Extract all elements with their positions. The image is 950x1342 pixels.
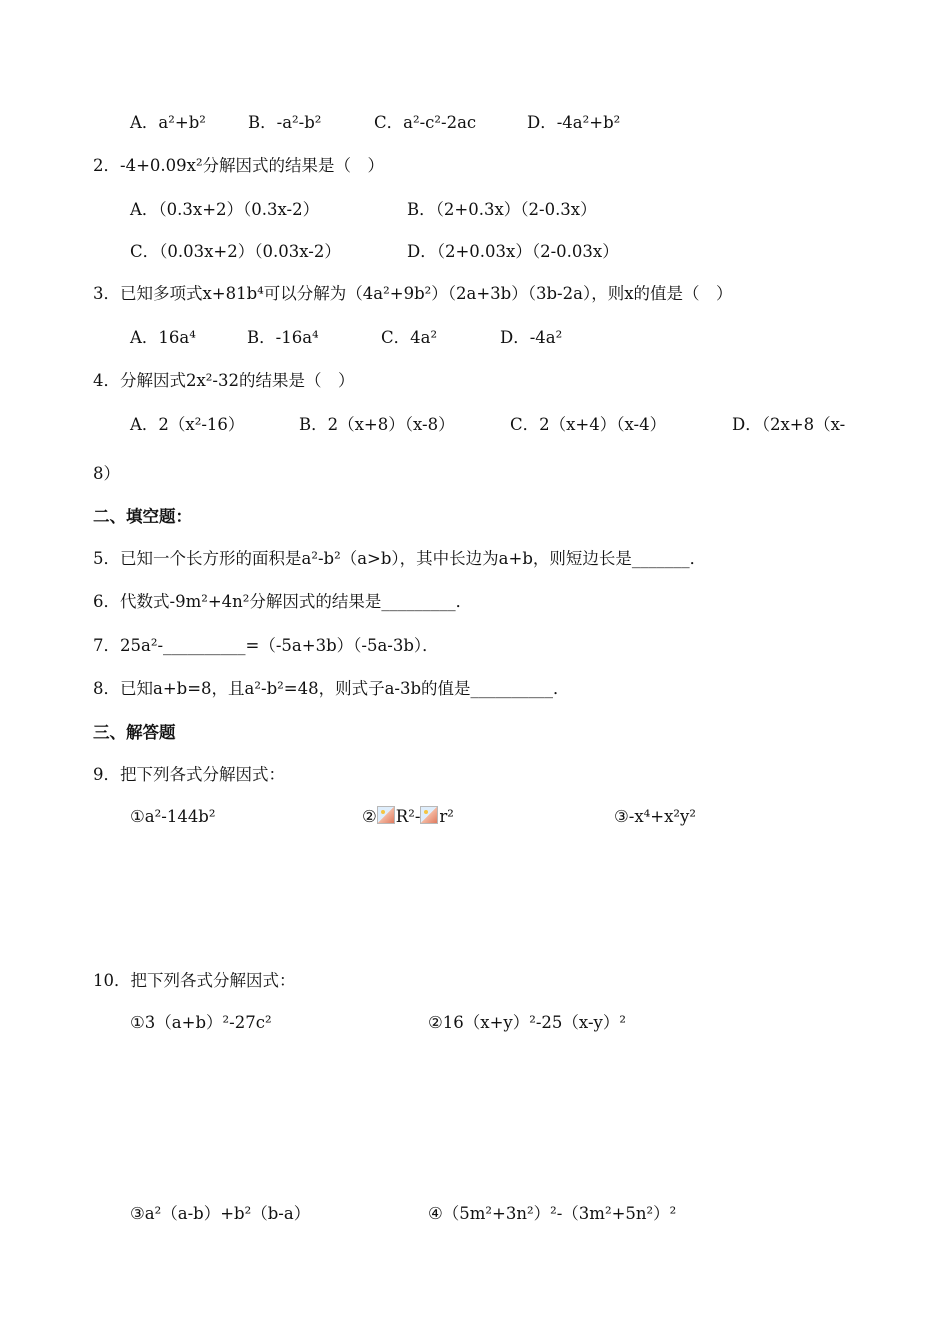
q1-option-b: B．-a²-b² <box>248 113 322 132</box>
q3-option-c: C．4a² <box>381 328 438 347</box>
section-title-solve: 三、解答题 <box>93 723 176 742</box>
q10-part-2: ②16（x+y）²-25（x-y）² <box>428 1013 626 1032</box>
q9-part-2-suffix: r² <box>439 807 454 826</box>
q4-option-d: D．（2x+8（x- <box>732 415 846 434</box>
q2-option-a: A．（0.3x+2）（0.3x-2） <box>130 200 320 219</box>
q4-option-c: C．2（x+4）（x-4） <box>510 415 667 434</box>
q2-option-b: B．（2+0.3x）（2-0.3x） <box>407 200 597 219</box>
q9-part-1: ①a²-144b² <box>130 807 216 826</box>
q3-stem: 3．已知多项式x+81b⁴可以分解为（4a²+9b²）（2a+3b）（3b-2a），则x的值是（ ） <box>93 284 733 303</box>
q9-stem: 9．把下列各式分解因式： <box>93 765 285 784</box>
q9-part-2-mid: R²- <box>395 807 421 826</box>
q10-part-4: ④（5m²+3n²）²-（3m²+5n²）² <box>428 1204 677 1223</box>
q4-option-b: B．2（x+8）（x-8） <box>299 415 455 434</box>
q1-option-a: A．a²+b² <box>130 113 206 132</box>
section-title-fill-in: 二、填空题： <box>93 507 192 526</box>
q1-option-c: C．a²-c²-2ac <box>374 113 477 132</box>
q10-part-3: ③a²（a-b）+b²（b-a） <box>130 1204 311 1223</box>
q8-text: 8．已知a+b=8，且a²-b²=48，则式子a-3b的值是__________． <box>93 679 570 698</box>
q7-text: 7．25a²-__________=（-5a+3b）（-5a-3b）． <box>93 636 439 655</box>
q3-option-d: D．-4a² <box>500 328 563 347</box>
q9-part-2 <box>362 806 454 828</box>
q9-part-2-prefix: ② <box>362 807 377 826</box>
q10-part-1: ①3（a+b）²-27c² <box>130 1013 272 1032</box>
broken-image-icon <box>420 806 438 824</box>
q1-option-d: D．-4a²+b² <box>527 113 621 132</box>
q4-option-a: A．2（x²-16） <box>130 415 245 434</box>
q6-text: 6．代数式-9m²+4n²分解因式的结果是_________． <box>93 592 473 611</box>
q3-option-b: B．-16a⁴ <box>247 328 319 347</box>
q4-stem: 4．分解因式2x²-32的结果是（ ） <box>93 371 355 390</box>
q2-option-c: C．（0.03x+2）（0.03x-2） <box>130 242 341 261</box>
q9-part-3: ③-x⁴+x²y² <box>614 807 696 826</box>
q10-stem: 10．把下列各式分解因式： <box>93 971 296 990</box>
q4-option-d-continuation: 8） <box>93 464 120 483</box>
broken-image-icon <box>377 806 395 824</box>
q5-text: 5．已知一个长方形的面积是a²-b²（a>b），其中长边为a+b，则短边长是_______． <box>93 549 707 568</box>
q2-option-d: D．（2+0.03x）（2-0.03x） <box>407 242 619 261</box>
q3-option-a: A．16a⁴ <box>130 328 196 347</box>
q2-stem: 2．-4+0.09x²分解因式的结果是（ ） <box>93 156 385 175</box>
